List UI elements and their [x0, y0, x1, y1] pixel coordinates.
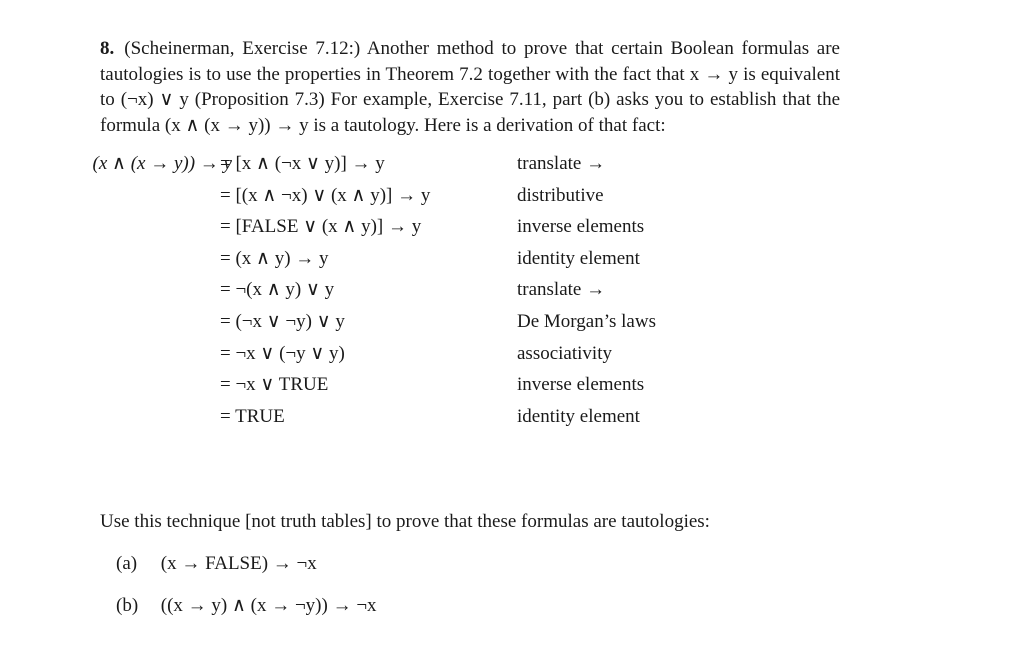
derivation-expr: = ¬x ∨ (¬y ∨ y) [220, 342, 345, 364]
derivation-row [50, 180, 750, 212]
derivation-expr: = [FALSE ∨ (x ∧ y)] → y [220, 216, 422, 238]
derivation-row [50, 401, 750, 433]
derivation-expr: = ¬(x ∧ y) ∨ y [220, 279, 335, 301]
derivation-justification: associativity [517, 342, 612, 364]
derivation-justification: De Morgan’s laws [517, 310, 656, 332]
derivation-justification: distributive [517, 184, 604, 206]
derivation-justification: inverse elements [517, 216, 645, 238]
derivation-row [50, 306, 750, 338]
part-label: (a) [116, 553, 138, 574]
derivation-justification: translate → [517, 153, 606, 174]
derivation-row [50, 148, 750, 180]
part-formula: (x → FALSE) → ¬x [160, 553, 317, 574]
derivation [50, 148, 750, 432]
exercise-part-a [116, 550, 377, 592]
derivation-lhs: (x ∧ (x → y)) → y [92, 153, 232, 174]
derivation-justification: translate → [517, 279, 606, 301]
part-label: (b) [116, 595, 139, 616]
derivation-expr: = [x ∧ (¬x ∨ y)] → y [220, 153, 385, 174]
derivation-row [50, 274, 750, 306]
derivation-row [50, 338, 750, 370]
problem-intro-text: (Scheinerman, Exercise 7.12:) Another method to prove that certain Boolean formulas are tautologies is to use the properties in Theorem 7.2 together with the fact that x → y is equivalent to (¬x) ∨ y (Proposition 7.3) For example, Exercise 7.11, part (b) asks you to establish that the formula (x ∧ (x → y)) → y is a tautology. Here is a derivation of that fact: [100, 38, 840, 136]
derivation-expr: = (x ∧ y) → y [220, 247, 329, 269]
derivation-justification: identity element [517, 247, 640, 269]
derivation-row [50, 369, 750, 401]
part-formula: ((x → y) ∧ (x → ¬y)) → ¬x [160, 595, 377, 616]
derivation-expr: = ¬x ∨ TRUE [220, 374, 329, 396]
instruction-text: Use this technique [not truth tables] to prove that these formulas are tautologies: [100, 511, 710, 532]
derivation-row [50, 211, 750, 243]
derivation-justification: inverse elements [517, 374, 645, 396]
problem-intro [100, 36, 840, 138]
derivation-expr: = TRUE [220, 405, 285, 427]
derivation-expr: = [(x ∧ ¬x) ∨ (x ∧ y)] → y [220, 184, 431, 206]
exercise-parts [116, 550, 377, 634]
derivation-expr: = (¬x ∨ ¬y) ∨ y [220, 310, 345, 332]
problem-number: 8. [100, 38, 115, 59]
exercise-part-b [116, 592, 377, 634]
derivation-row [50, 243, 750, 275]
problem-block [100, 36, 840, 138]
derivation-justification: identity element [517, 405, 640, 427]
